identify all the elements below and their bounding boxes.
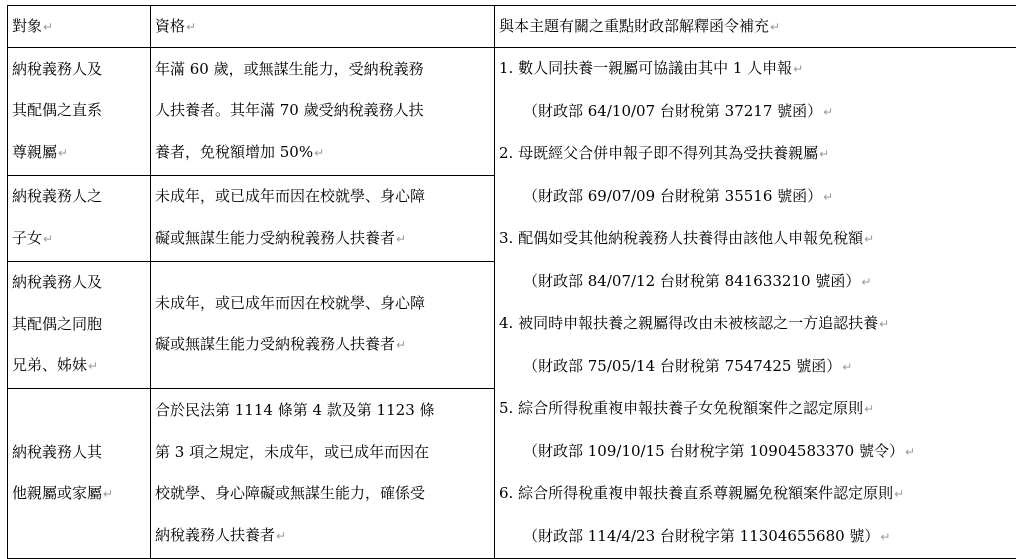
dependents-table [7, 5, 1016, 559]
subject-cell: 納稅義務人及 其配偶之直系 尊親屬↵ [8, 48, 151, 176]
qualification-cell: 合於民法第 1114 條第 4 款及第 1123 條 第 3 項之規定，未成年，或已成年而因在 校就學、身心障礙或無謀生能力，確係受 納稅義務人扶養者↵ [151, 389, 495, 559]
qualification-cell: 未成年，或已成年而因在校就學、身心障 礙或無謀生能力受納稅義務人扶養者↵ [151, 175, 495, 261]
header-qualification: 資格↵ [151, 6, 495, 48]
subject-cell: 納稅義務人及 其配偶之同胞 兄弟、姊妹↵ [8, 261, 151, 389]
subject-cell: 納稅義務人之 子女↵ [8, 175, 151, 261]
qualification-cell: 年滿 60 歲，或無謀生能力，受納稅義務 人扶養者。其年滿 70 歲受納稅義務人扶 養者，免稅額增加 50%↵ [151, 48, 495, 176]
qualification-cell: 未成年，或已成年而因在校就學、身心障 礙或無謀生能力受納稅義務人扶養者↵ [151, 261, 495, 389]
rulings-cell: 1. 數人同扶養一親屬可協議由其中 1 人申報↵ （財政部 64/10/07 台財稅第 37217 號函）↵ 2. 母既經父合併申報子即不得列其為受扶養親屬↵ （財政部 69/07/09 台財稅第 35516 號函）↵ 3. 配偶如受其他納稅義務人扶養得由該他人申報免稅額↵ （財政部 84/07/12 台財稅第 841633210 號函）↵ 4. 被同時申報扶養之親屬得改由未被核認之一方追認扶養↵ （財政部 75/05/14 台財稅第 7547425 號函）↵ 5. 綜合所得稅重複申報扶養子女免稅額案件之認定原則↵ （財政部 109/10/15 台財稅字第 10904583370 號令）↵ 6. 綜合所得稅重複申報扶養直系尊親屬免稅額案件認定原則↵ （財政部 114/4/23 台財稅字第 11304655680 號）↵ [495, 48, 1016, 559]
table-row [8, 48, 1016, 176]
header-row [8, 6, 1016, 48]
header-rulings: 與本主題有關之重點財政部解釋函令補充↵ [495, 6, 1016, 48]
header-subject: 對象↵ [8, 6, 151, 48]
subject-cell: 納稅義務人其 他親屬或家屬↵ [8, 389, 151, 559]
